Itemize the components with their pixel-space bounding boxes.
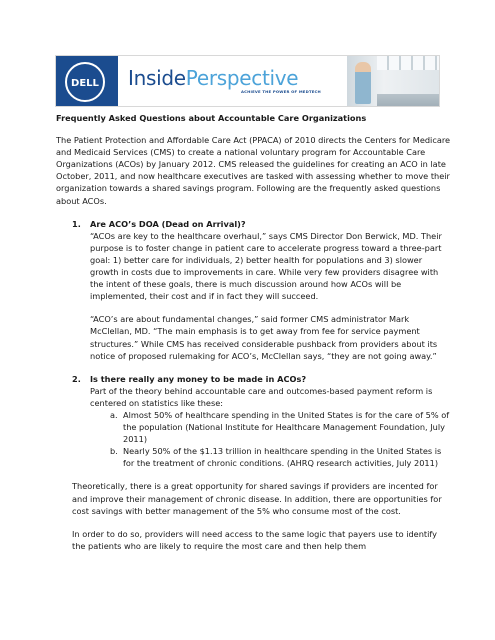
list-item-letter: b. [110, 446, 118, 457]
question-2-number: 2. [72, 373, 81, 384]
photo-figure [355, 62, 371, 104]
list-item-text: Almost 50% of healthcare spending in the United States is for the care of 5% of the population (National Institute for Healthcare Management Foundation, July 2011) [123, 409, 450, 445]
closing-paragraph-1: Theoretically, there is a great opportunity for shared savings if providers are incented for and improve their management of chronic disease. In addition, there are opportunities for cost savings with better management of the 5% who consume most of the cost. [72, 481, 442, 516]
photo-floor [377, 94, 439, 107]
banner-tagline: ACHIEVE THE POWER OF MEDTECH [241, 89, 321, 94]
question-1-title [72, 218, 451, 230]
list-item [110, 445, 451, 469]
dell-logo [65, 62, 105, 102]
question-1-number: 1. [72, 218, 81, 229]
question-1-body [90, 230, 451, 362]
list-item [110, 409, 451, 445]
title-part-inside: Inside [128, 66, 186, 90]
question-2-title [72, 373, 451, 385]
dell-logo-mark [70, 76, 100, 88]
photo-ceiling [377, 56, 439, 70]
header-banner [55, 55, 440, 107]
list-item-letter: a. [110, 409, 118, 420]
closing-paragraph-2: In order to do so, providers will need access to the same logic that payers use to identify the patients who are likely to require the most care and then help them [72, 528, 437, 551]
document-body [56, 112, 451, 563]
logo-panel [56, 56, 118, 107]
question-1-paragraph-1: “ACOs are key to the healthcare overhaul,” says CMS Director Don Berwick, MD. Their purpose is to foster change in patient care to accelerate progress toward a three-part goal: 1) better care for individuals, 2) better health for populations and 3) slower growth in costs due to improvements in care. While very few providers disagree with the intent of these goals, there is much discussion around how ACOs will be implemented, their cost and if in fact they will succeed. [90, 230, 442, 302]
question-1-text: Are ACO’s DOA (Dead on Arrival)? [90, 218, 246, 229]
question-2 [72, 373, 451, 470]
question-2-body [90, 385, 451, 409]
list-item-text: Nearly 50% of the $1.13 trillion in healthcare spending in the United States is for the treatment of chronic conditions. (AHRQ research activities, July 2011) [123, 446, 442, 469]
question-2-text: Is there really any money to be made in ACOs? [90, 373, 307, 384]
document-heading: Frequently Asked Questions about Accountable Care Organizations [56, 113, 367, 123]
title-part-perspective: Perspective [185, 66, 299, 90]
question-1-paragraph-2: “ACO’s are about fundamental changes,” said former CMS administrator Mark McClellan, MD. “The main emphasis is to get away from fee for service payment structures.” While CMS has received considerable pushback from providers about its notice of proposed rulemaking for ACO’s, McClellan says, “they are not going away.” [90, 314, 438, 361]
publication-title [128, 67, 298, 89]
question-2-intro: Part of the theory behind accountable care and outcomes-based payment reform is centered on statistics like these: [90, 385, 433, 408]
question-1 [72, 218, 451, 362]
clinician-photo [347, 56, 439, 107]
dell-logo-text: DELL [71, 78, 99, 88]
intro-paragraph: The Patient Protection and Affordable Care Act (PPACA) of 2010 directs the Centers for Medicare and Medicaid Services (CMS) to create a national voluntary program for Accountable Care Organizations (ACOs) by January 2012. CMS released the guidelines for creating an ACO in late October, 2011, and now healthcare executives are tasked with assessing whether to move their organization towards a shared savings program. Following are the frequently asked questions about ACOs. [56, 135, 451, 206]
